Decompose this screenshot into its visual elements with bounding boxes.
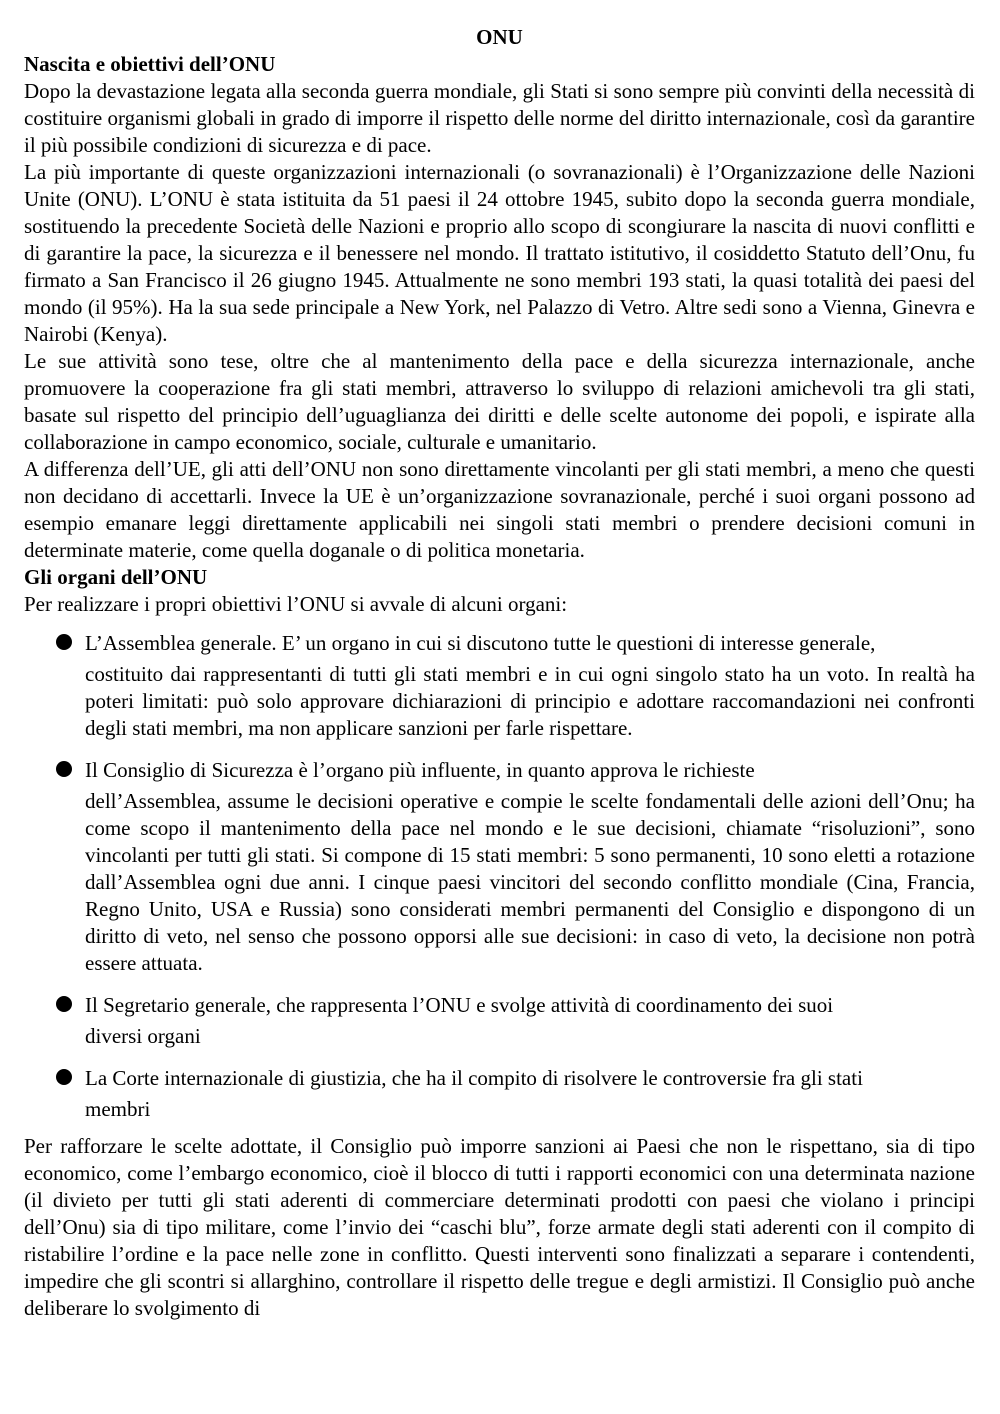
section-heading-organs: Gli organi dell’ONU bbox=[24, 565, 208, 589]
list-item-first-line: Il Consiglio di Sicurezza è l’organo più influente, in quanto approva le richieste bbox=[85, 758, 755, 782]
list-item-text: diversi organi bbox=[85, 1024, 201, 1048]
list-item-text: membri bbox=[85, 1097, 151, 1121]
paragraph-sanctions: Per rafforzare le scelte adottate, il Consiglio può imporre sanzioni ai Paesi che non le rispettano, sia di tipo economico, come l’embargo economico, cioè il blocco di tutti i rapporti economici con una determinata nazione (il divieto per tutti gli stati aderenti di commerciare determinati prodotti con paesi che violano i principi dell’Onu) sia di tipo militare, come l’invio dei “caschi blu”, forze armate degli stati aderenti con il compito di ristabilire l’ordine e la pace nelle zone in conflitto. Questi interventi sono finalizzati a separare i contendenti, impedire che gli scontri si allarghino, controllare il rispetto delle tregue e degli armistizi. Il Consiglio può anche deliberare lo svolgimento di bbox=[24, 1134, 975, 1320]
organs-list bbox=[24, 625, 975, 1123]
list-item-security-council bbox=[24, 752, 975, 977]
list-item-general-assembly bbox=[24, 625, 975, 742]
list-item-text: dell’Assemblea, assume le decisioni operative e compie le scelte fondamentali delle azioni dell’Onu; ha come scopo il mantenimento della pace nel mondo e le sue decisioni, chiamate “risoluzioni”, sono vincolanti per tutti gli stati. Si compone di 15 stati membri: 5 sono permanenti, 10 sono eletti a rotazione dall’Assemblea ogni due anni. I cinque paesi vincitori del secondo conflitto mondiale (Cina, Francia, Regno Unito, USA e Russia) sono considerati membri permanenti del Consiglio e dispongono di un diritto di veto, nel senso che possono opporsi alle sue decisioni: in caso di veto, la decisione non potrà essere attuata. bbox=[85, 789, 975, 975]
bullet-icon bbox=[56, 1069, 72, 1085]
section-heading-birth-objectives: Nascita e obiettivi dell’ONU bbox=[24, 52, 276, 76]
list-item-secretary-general bbox=[24, 987, 975, 1050]
list-item-first-line: L’Assemblea generale. E’ un organo in cui si discutono tutte le questioni di interesse generale, bbox=[85, 631, 876, 655]
list-item-court-of-justice bbox=[24, 1060, 975, 1123]
paragraph-activities: Le sue attività sono tese, oltre che al mantenimento della pace e della sicurezza internazionale, anche promuovere la cooperazione fra gli stati membri, attraverso lo sviluppo di relazioni amichevoli tra gli stati, basate sul rispetto del principio dell’uguaglianza dei diritti e delle scelte autonome dei popoli, e ispirate alla collaborazione in campo economico, sociale, culturale e umanitario. bbox=[24, 349, 975, 454]
list-item-first-line: La Corte internazionale di giustizia, che ha il compito di risolvere le controversie fra gli stati bbox=[85, 1066, 863, 1090]
bullet-icon bbox=[56, 761, 72, 777]
paragraph-organs-intro: Per realizzare i propri obiettivi l’ONU si avvale di alcuni organi: bbox=[24, 592, 568, 616]
bullet-icon bbox=[56, 634, 72, 650]
document-page bbox=[24, 24, 975, 1322]
page-title: ONU bbox=[476, 25, 523, 49]
list-item-text: costituito dai rappresentanti di tutti gli stati membri e in cui ogni singolo stato ha un voto. In realtà ha poteri limitati: può solo approvare dichiarazioni di principio e adottare raccomandazioni nei confronti degli stati membri, ma non applicare sanzioni per farle rispettare. bbox=[85, 662, 975, 740]
paragraph-ue-comparison: A differenza dell’UE, gli atti dell’ONU non sono direttamente vincolanti per gli stati membri, a meno che questi non decidano di accettarli. Invece la UE è un’organizzazione sovranazionale, perché i suoi organi possono ad esempio emanare leggi direttamente applicabili nei singoli stati membri o prendere decisioni comuni in determinate materie, come quella doganale o di politica monetaria. bbox=[24, 457, 975, 562]
paragraph-onu-founding: La più importante di queste organizzazioni internazionali (o sovranazionali) è l’Organizzazione delle Nazioni Unite (ONU). L’ONU è stata istituita da 51 paesi il 24 ottobre 1945, subito dopo la seconda guerra mondiale, sostituendo la precedente Società delle Nazioni e proprio allo scopo di scongiurare la nascita di nuovi conflitti e di garantire la pace, la sicurezza e il benessere nel mondo. Il trattato istitutivo, il cosiddetto Statuto dell’Onu, fu firmato a San Francisco il 26 giugno 1945. Attualmente ne sono membri 193 stati, la quasi totalità dei paesi del mondo (il 95%). Ha la sua sede principale a New York, nel Palazzo di Vetro. Altre sedi sono a Vienna, Ginevra e Nairobi (Kenya). bbox=[24, 160, 975, 346]
bullet-icon bbox=[56, 996, 72, 1012]
paragraph-post-war: Dopo la devastazione legata alla seconda guerra mondiale, gli Stati si sono sempre più convinti della necessità di costituire organismi globali in grado di imporre il rispetto delle norme del diritto internazionale, così da garantire il più possibile condizioni di sicurezza e di pace. bbox=[24, 79, 975, 157]
list-item-first-line: Il Segretario generale, che rappresenta l’ONU e svolge attività di coordinamento dei suoi bbox=[85, 993, 834, 1017]
